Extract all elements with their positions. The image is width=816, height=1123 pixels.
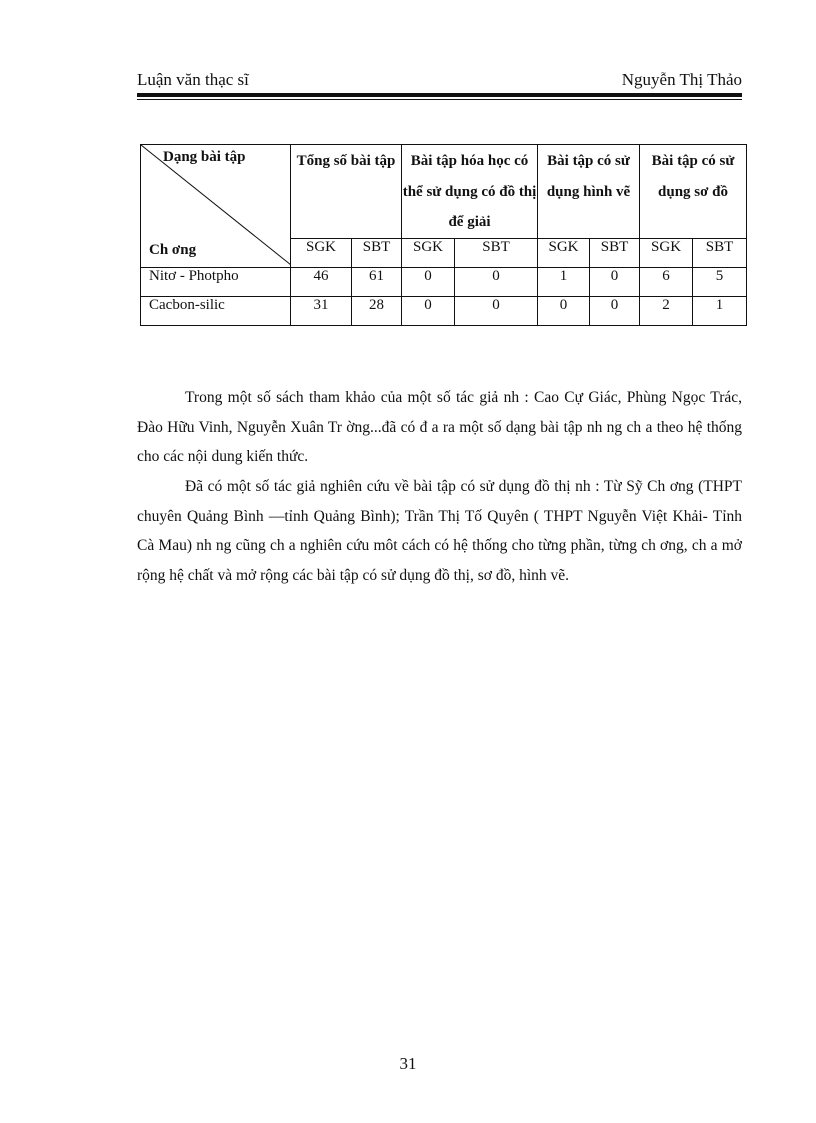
subheader-cell: SGK (640, 238, 693, 267)
subheader-cell: SGK (538, 238, 590, 267)
subheader-cell: SBT (455, 238, 538, 267)
subheader-cell: SBT (590, 238, 640, 267)
table-cell: 28 (352, 296, 402, 325)
table-cell: 1 (538, 267, 590, 296)
table-cell: 0 (590, 267, 640, 296)
table-cell: 61 (352, 267, 402, 296)
group-header-figure: Bài tập có sử dụng hình vẽ (538, 145, 640, 239)
table-cell: 0 (402, 296, 455, 325)
table-cell: 31 (291, 296, 352, 325)
table-header-row (141, 145, 747, 239)
row-label: Cacbon-silic (141, 296, 291, 325)
row-label: Nitơ - Photpho (141, 267, 291, 296)
group-header-diagram: Bài tập có sử dụng sơ đồ (640, 145, 747, 239)
table-cell: 0 (455, 296, 538, 325)
subheader-cell: SBT (693, 238, 747, 267)
group-header-total: Tổng số bài tập (291, 145, 402, 239)
table-corner-cell (141, 145, 291, 268)
table-cell: 2 (640, 296, 693, 325)
subheader-cell: SGK (291, 238, 352, 267)
table-cell: 0 (538, 296, 590, 325)
page-header-left: Luận văn thạc sĩ (137, 70, 249, 89)
subheader-cell: SGK (402, 238, 455, 267)
table-cell: 0 (402, 267, 455, 296)
header-rule-thick (137, 93, 742, 97)
table-cell: 0 (455, 267, 538, 296)
corner-label-chapter: Ch ơng (149, 241, 197, 258)
table-cell: 5 (693, 267, 747, 296)
subheader-cell: SBT (352, 238, 402, 267)
body-paragraph-1: Trong một số sách tham khảo của một số tác giả nh : Cao Cự Giác, Phùng Ngọc Trác, Đào Hữu Vinh, Nguyễn Xuân Tr ờng...đã có đ a ra một số dạng bài tập nh ng ch a theo hệ thống cho các nội dung kiến thức. (137, 389, 742, 465)
exercise-statistics-table (140, 144, 747, 326)
table-cell: 46 (291, 267, 352, 296)
body-paragraph-2: Đã có một số tác giả nghiên cứu về bài tập có sử dụng đồ thị nh : Từ Sỹ Ch ơng (THPT chuyên Quảng Bình —tỉnh Quảng Bình); Trần Thị Tố Quyên ( THPT Nguyễn Việt Khải- Tỉnh Cà Mau) nh ng cũng ch a nghiên cứu môt cách có hệ thống cho từng phần, từng ch ơng, ch a mở rộng hệ chất và mở rộng các bài tập có sử dụng đồ thị, sơ đồ, hình vẽ. (137, 478, 742, 584)
corner-label-exercise-type: Dạng bài tập (163, 149, 246, 165)
group-header-graph: Bài tập hóa học có thể sử dụng có đồ thị để giải (402, 145, 538, 239)
table-cell: 1 (693, 296, 747, 325)
page-header-right: Nguyễn Thị Thảo (621, 70, 742, 89)
page-number: 31 (399, 1054, 417, 1073)
header-rule-thin (137, 99, 742, 100)
table-row (141, 296, 747, 325)
table-cell: 6 (640, 267, 693, 296)
table-cell: 0 (590, 296, 640, 325)
corner-diagonal-line (141, 145, 291, 294)
